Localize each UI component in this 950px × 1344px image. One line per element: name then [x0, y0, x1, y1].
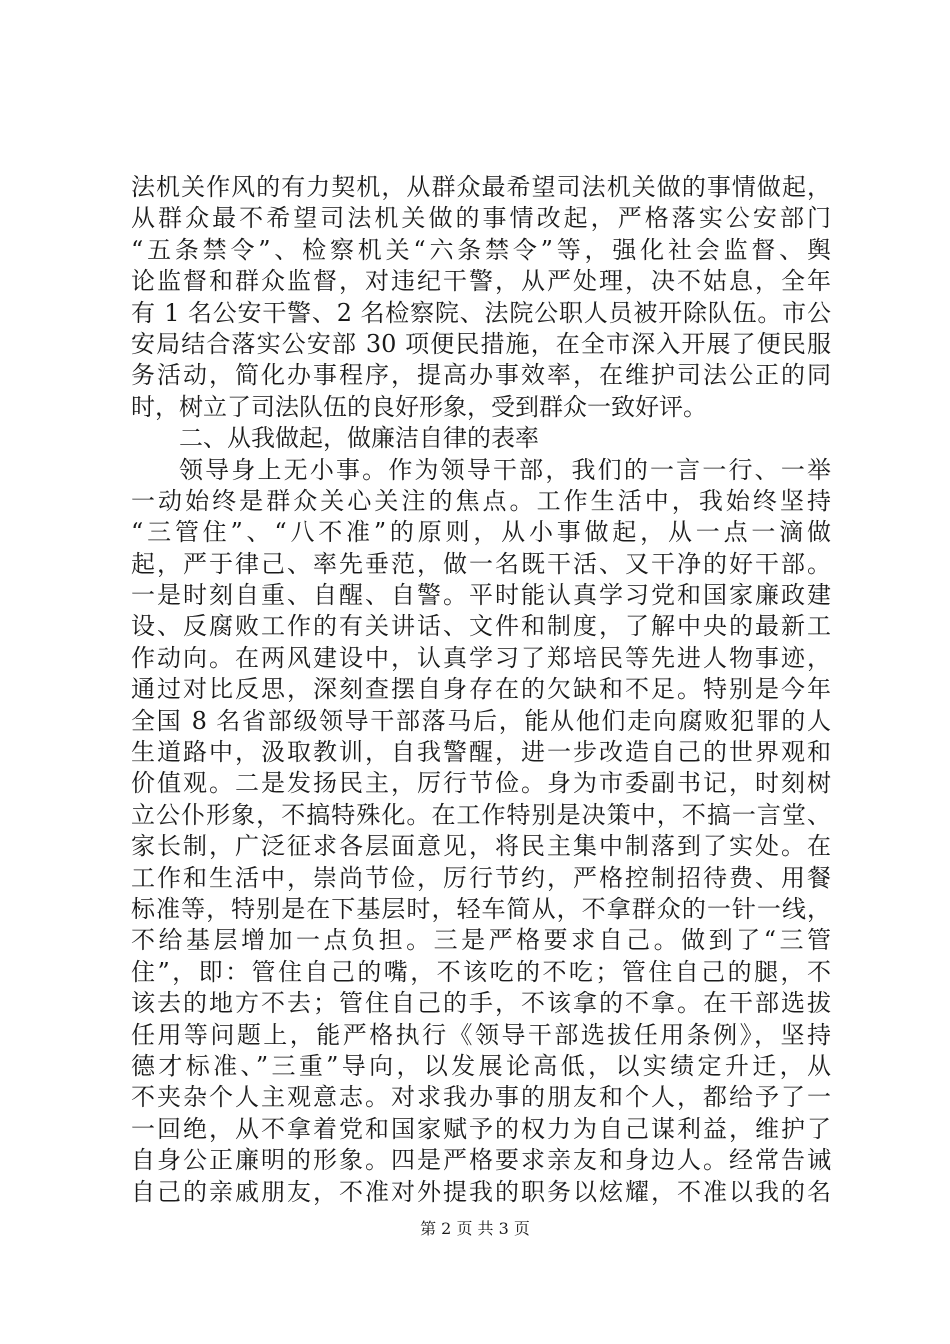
text-line: 有 1 名公安干警、2 名检察院、法院公职人员被开除队伍。市公 [131, 298, 831, 327]
text-line: 德才标准、”三重”导向，以发展论高低，以实绩定升迁，从 [131, 1051, 831, 1080]
text-line: 时，树立了司法队伍的良好形象，受到群众一致好评。 [131, 392, 707, 421]
text-line: 住”，即：管住自己的嘴，不该吃的不吃；管住自己的腿，不 [131, 957, 831, 986]
page-number-label: 第 2 页 共 3 页 [420, 1219, 530, 1238]
text-line: 自己的亲戚朋友，不准对外提我的职务以炫耀，不准以我的名 [131, 1177, 831, 1206]
text-line: 自身公正廉明的形象。四是严格要求亲友和身边人。经常告诫 [131, 1146, 831, 1175]
text-line: 作动向。在两风建设中，认真学习了郑培民等先进人物事迹， [131, 643, 831, 672]
text-line: 生道路中，汲取教训，自我警醒，进一步改造自己的世界观和 [131, 738, 831, 767]
text-line: 不给基层增加一点负担。三是严格要求自己。做到了“三管 [131, 926, 831, 955]
text-line: “五条禁令”、检察机关“六条禁令”等，强化社会监督、舆 [131, 235, 831, 264]
text-line: 价值观。二是发扬民主，厉行节俭。身为市委副书记，时刻树 [131, 769, 831, 798]
text-line: 从群众最不希望司法机关做的事情改起，严格落实公安部门 [131, 204, 831, 233]
text-line: 家长制，广泛征求各层面意见，将民主集中制落到了实处。在 [131, 832, 831, 861]
text-line: 该去的地方不去；管住自己的手，不该拿的不拿。在干部选拔 [131, 989, 831, 1018]
text-line: 设、反腐败工作的有关讲话、文件和制度，了解中央的最新工 [131, 612, 831, 641]
text-line: 立公仆形象，不搞特殊化。在工作特别是决策中，不搞一言堂、 [131, 800, 831, 829]
text-line: 一回绝，从不拿着党和国家赋予的权力为自己谋利益，维护了 [131, 1114, 831, 1143]
section-heading: 二、从我做起，做廉洁自律的表率 [179, 424, 539, 453]
text-line: “三管住”、“八不准”的原则，从小事做起，从一点一滴做 [131, 518, 831, 547]
text-line: 务活动，简化办事程序，提高办事效率，在维护司法公正的同 [131, 361, 831, 390]
text-line: 工作和生活中，崇尚节俭，厉行节约，严格控制招待费、用餐 [131, 863, 831, 892]
text-line: 安局结合落实公安部 30 项便民措施，在全市深入开展了便民服 [131, 329, 831, 358]
text-line: 标准等，特别是在下基层时，轻车简从，不拿群众的一针一线， [131, 894, 831, 923]
text-line: 论监督和群众监督，对违纪干警，从严处理，决不姑息，全年 [131, 267, 831, 296]
document-body [131, 172, 831, 1208]
text-line: 全国 8 名省部级领导干部落马后，能从他们走向腐败犯罪的人 [131, 706, 831, 735]
text-line: 领导身上无小事。作为领导干部，我们的一言一行、一举 [179, 455, 831, 484]
page-footer [0, 1219, 950, 1239]
text-line: 通过对比反思，深刻查摆自身存在的欠缺和不足。特别是今年 [131, 675, 831, 704]
text-line: 不夹杂个人主观意志。对求我办事的朋友和个人，都给予了一 [131, 1083, 831, 1112]
text-line: 任用等问题上，能严格执行《领导干部选拔任用条例》，坚持 [131, 1020, 831, 1049]
text-line: 法机关作风的有力契机，从群众最希望司法机关做的事情做起， [131, 173, 831, 201]
text-line: 一是时刻自重、自醒、自警。平时能认真学习党和国家廉政建 [131, 581, 831, 610]
text-line: 一动始终是群众关心关注的焦点。工作生活中，我始终坚持 [131, 486, 831, 515]
text-line: 起，严于律己、率先垂范，做一名既干活、又干净的好干部。 [131, 549, 831, 578]
